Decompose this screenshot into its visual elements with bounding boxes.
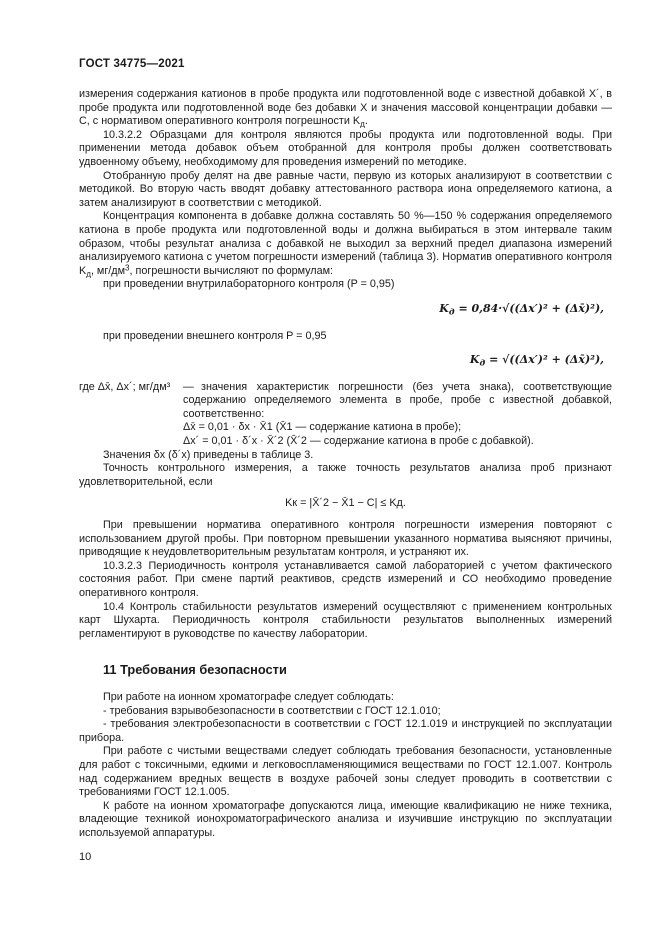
safety-item-electrical: - требования электробезопасности в соответствии с ГОСТ 12.1.019 и инструкцией по эксплуатации прибора. [79,718,612,744]
safety-chemicals: При работе с чистыми веществами следует соблюдать требования безопасности, установленные для работ с токсичными, едкими и легковоспламеняющимися веществами по ГОСТ 12.1.007. Контроль над содержанием вредных веществ в воздухе рабочей зоны следует проводить в соответствии с требованиями ГОСТ 12.1.005. [79,745,612,799]
page-number: 10 [79,851,92,863]
em-dash: — [183,380,194,393]
paragraph-10-4: 10.4 Контроль стабильности результатов измерений осуществляют с применением контрольных карт Шухарта. Периодичность контроля стабильности результатов выполненных измерений регламентируют в руководстве по качеству лаборатории. [79,600,612,640]
definition-line-sample: Δx̄ = 0,01 · δx · X̄1 (X̄1 — содержание катиона в пробе); [183,421,462,434]
formula-external-control: $K_д = √((\Delta x')^2$ + (Δx̄)²), [469,353,604,368]
page-body [79,88,612,841]
paragraph-additive-concentration: Концентрация компонента в добавке должна составлять 50 %—150 % содержания определяемого катиона в пробе продукта или подготовленной воды и должна выбираться в этом интервале таким образом, чтобы результат анализа с добавкой не выходил за верхний предел диапазона измерений анализируемого катиона с учетом погрешности измерений (таблица 3). Норматив оперативного контроля $K_д$, $мг/дм^3$, погрешности вычисляют по формулам: [79,210,612,279]
external-control-label: при проведении внешнего контроля P = 0,95 [103,329,327,342]
paragraph-sample-split: Отобранную пробу делят на две равные части, первую из которых анализируют в соответствии с методикой. Во вторую часть вводят добавку аттестованного раствора иона определяемого катиона, а затем анализируют в соответствии с методикой. [79,169,612,209]
paragraph-10-3-2-2: 10.3.2.2 Образцами для контроля являются пробы продукта или подготовленной воды. При применении метода добавок объем отобранной для контроля пробы должен соответствовать удвоенному объему, необходимому для проведения измерений по методике. [79,128,612,168]
document-code: ГОСТ 34775—2021 [79,58,185,70]
safety-intro: При работе на ионном хроматографе следует соблюдать: [103,690,394,703]
safety-personnel: К работе на ионном хроматографе допускаются лица, имеющие квалификацию не ниже техника, владеющие техникой ионохроматографического анализа и изучившие инструкцию по эксплуатации используемой аппаратуры. [79,799,612,839]
definition-symbols: где Δx̄, Δx´; мг/дм³ [79,380,171,393]
exceed-norm-paragraph: При превышении норматива оперативного контроля погрешности измерения повторяют с использованием другой пробы. При повторном превышении указанного норматива выясняют причины, приводящие к неудовлетворительным результатам контроля, и устраняют их. [79,519,612,559]
definition-body: — значения характеристик погрешности (без учета знака), соответствующие содержанию определяемого элемента в пробе, пробе с известной добавкой, соответственно: Δx̄ = 0,01 · δx · X̄1 (X̄1 — содержание катиона в пробе); Δx´ = 0,01 · δ´x · X̄´2 (X̄´2 — содержание катиона в пробе с добавкой). [183,380,612,448]
accuracy-criterion-formula: Kк = |X̄´2 − X̄1 − C| ≤ Kд. [285,497,406,510]
internal-control-label: при проведении внутрилабораторного контроля (P = 0,95) [103,278,395,291]
section-11-heading: 11 Требования безопасности [103,662,287,678]
paragraph-10-3-2-3: 10.3.2.3 Периодичность контроля устанавливается самой лабораторией с учетом фактического состояния работ. При смене партий реактивов, средств измерений и СО необходимо проведение оперативного контроля. [79,559,612,599]
definition-line-additive: Δx´ = 0,01 · δ´x · X̄´2 (X̄´2 — содержание катиона в пробе с добавкой). [183,435,534,448]
values-reference: Значения δx (δ´x) приведены в таблице 3. [103,448,314,461]
symbol-definitions [79,381,612,449]
formula-internal-control: $K_д = 0,84\cdot√((\Delta x')^2$ + (Δx̄)²), [439,301,604,317]
paragraph-1: измерения содержания катионов в пробе продукта или подготовленной воде с известной добавкой X´, в пробе продукта или подготовленной воде без добавки X и значения массовой концентрации добавки — C, с нормативом оперативного контроля погрешности $K_д$. [79,88,612,129]
accuracy-criterion-text: Точность контрольного измерения, а также точность результатов анализа проб признают удовлетворительной, если [79,462,612,488]
safety-item-explosion: - требования взрывобезопасности в соответствии с ГОСТ 12.1.010; [103,704,441,717]
